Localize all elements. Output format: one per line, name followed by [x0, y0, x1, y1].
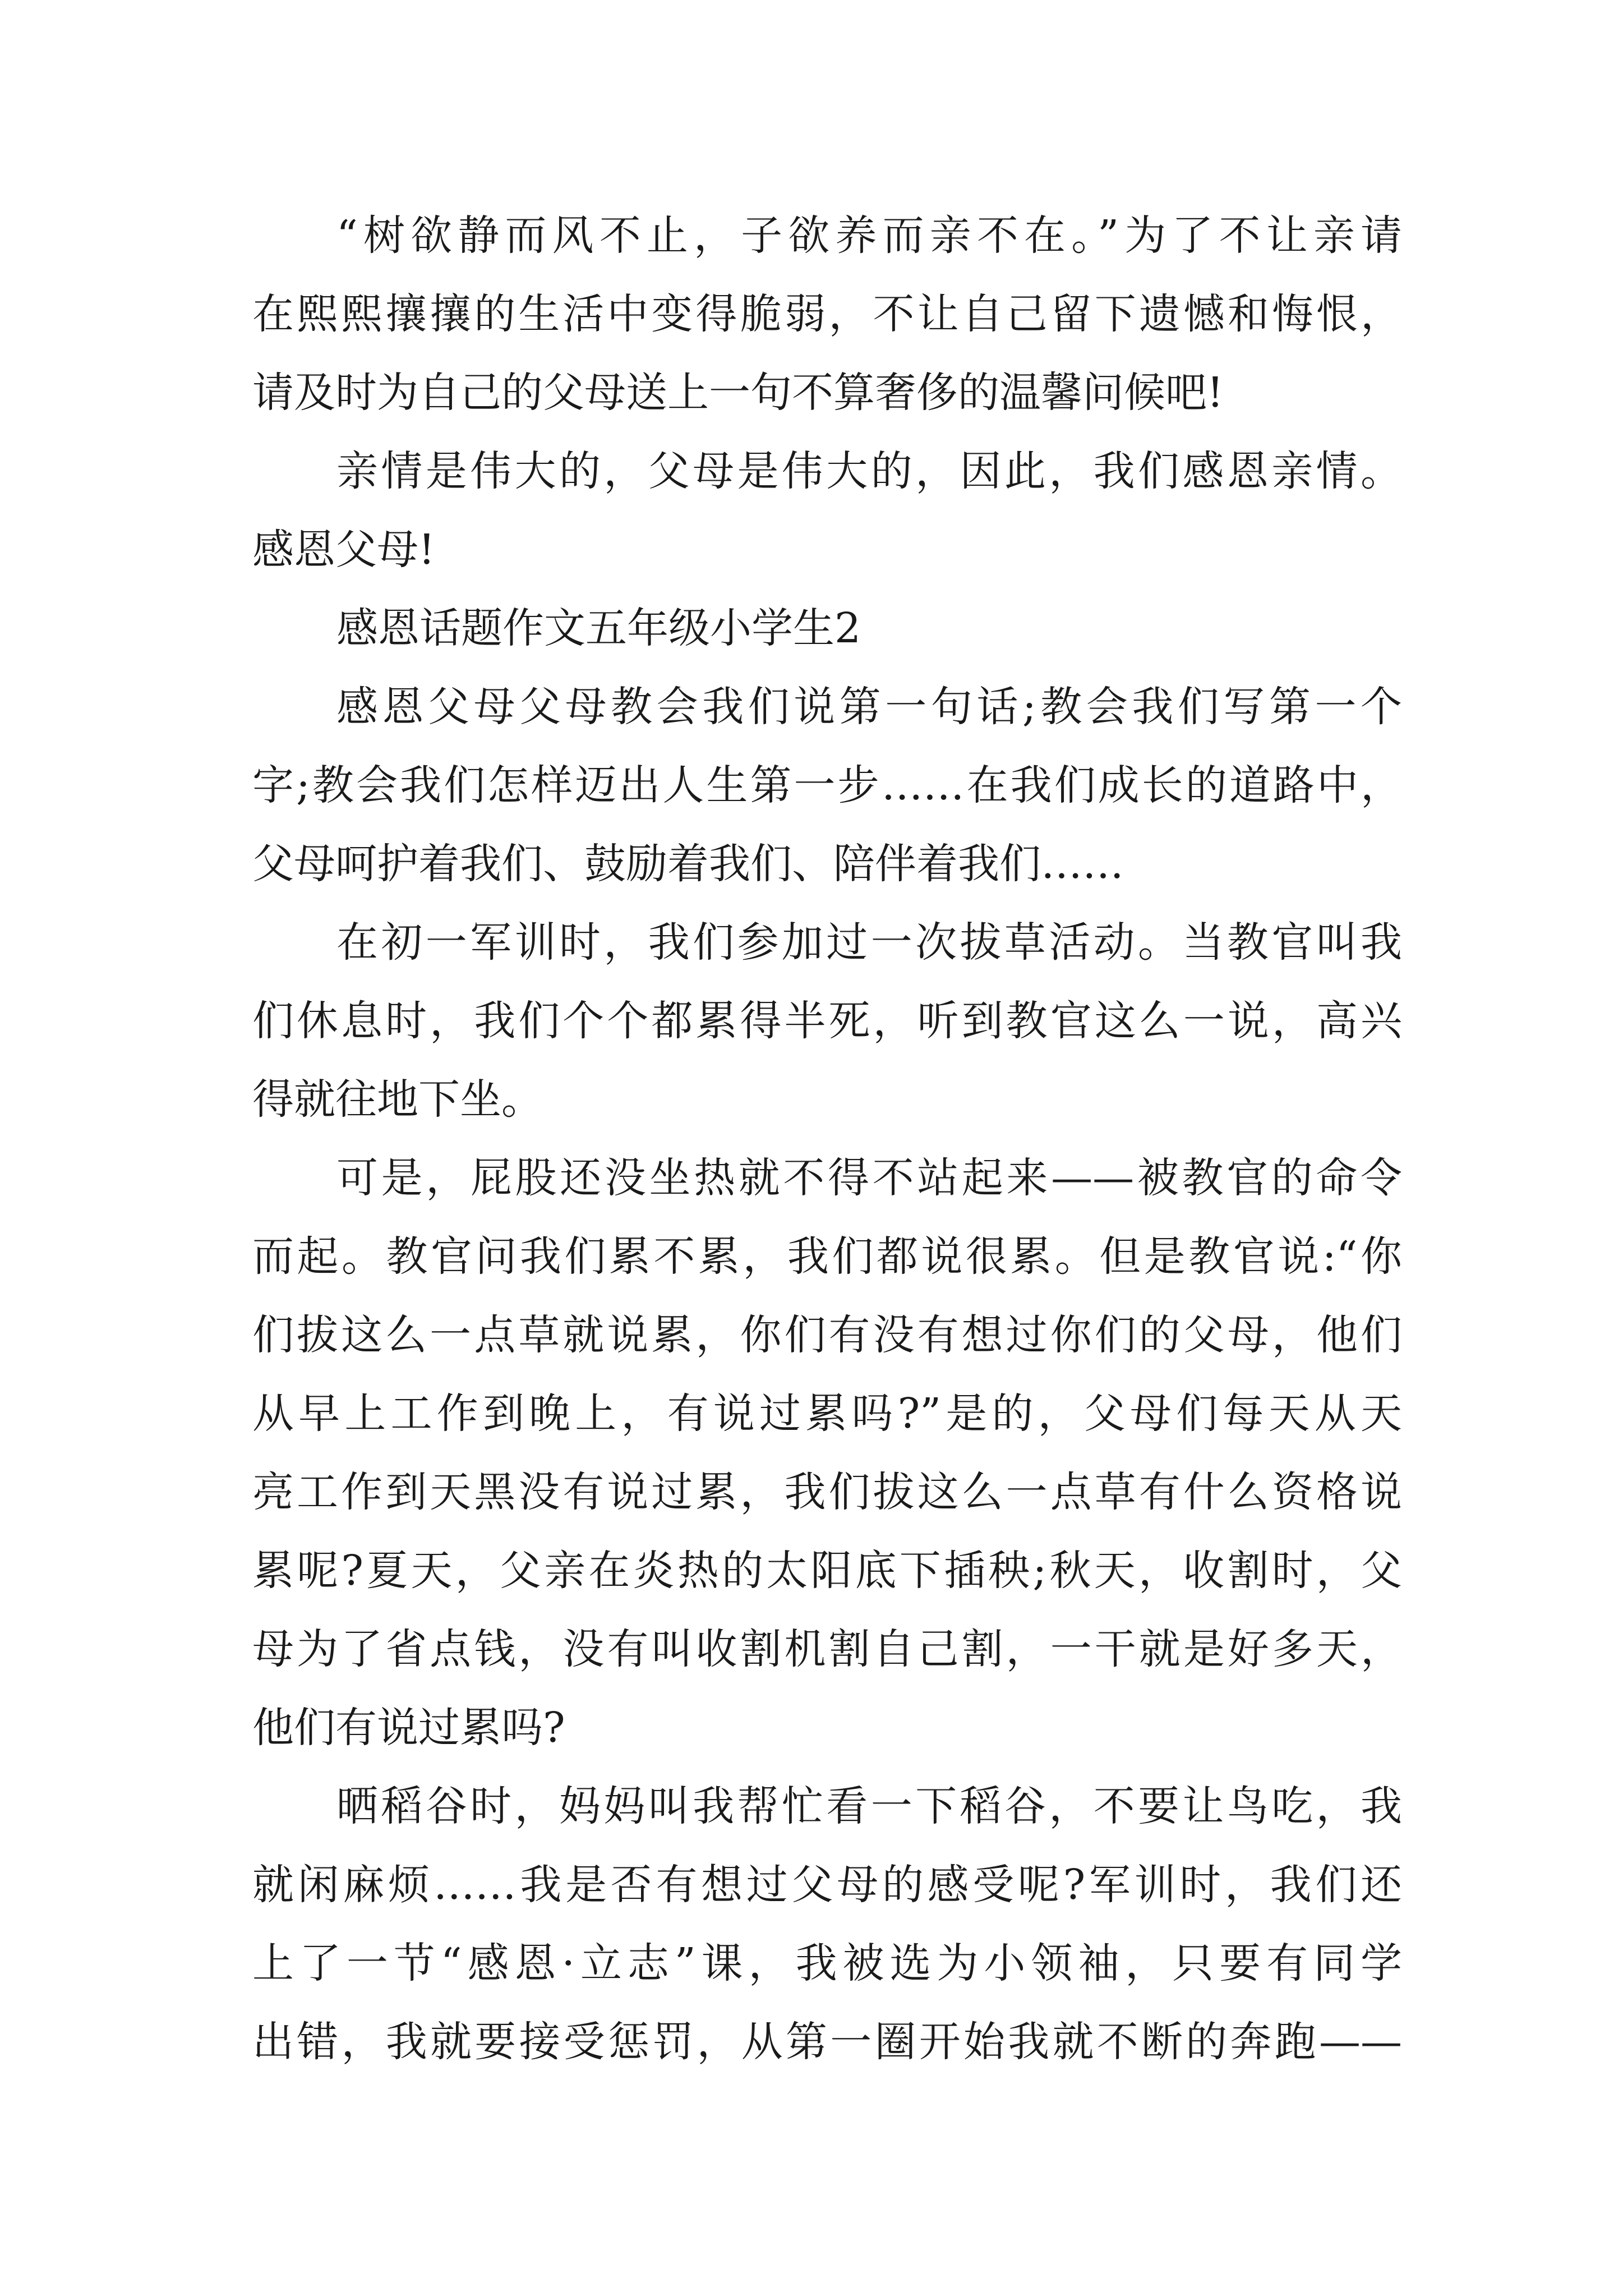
- paragraph-line: 可是，屁股还没坐热就不得不站起来——被教官的命令: [336, 1154, 1402, 1202]
- paragraph-line: 得就往地下坐。: [252, 1075, 543, 1124]
- paragraph-line: 亲情是伟大的，父母是伟大的，因此，我们感恩亲情。: [336, 447, 1402, 495]
- paragraph-line: 字;教会我们怎样迈出人生第一步……在我们成长的道路中，: [252, 761, 1402, 809]
- paragraph-line: 晒稻谷时，妈妈叫我帮忙看一下稻谷，不要让鸟吃，我: [336, 1782, 1402, 1830]
- paragraph-line: 而起。教官问我们累不累，我们都说很累。但是教官说:“你: [252, 1232, 1402, 1281]
- paragraph-line: 感恩父母!: [252, 526, 435, 574]
- paragraph-line: 累呢?夏天，父亲在炎热的太阳底下插秧;秋天，收割时，父: [252, 1547, 1402, 1595]
- paragraph-line: 父母呵护着我们、鼓励着我们、陪伴着我们……: [252, 840, 1124, 888]
- paragraph-line: 在初一军训时，我们参加过一次拔草活动。当教官叫我: [336, 918, 1402, 967]
- section-heading: 感恩话题作文五年级小学生2: [336, 604, 861, 652]
- paragraph-line: 从早上工作到晚上，有说过累吗?”是的，父母们每天从天: [252, 1389, 1402, 1438]
- paragraph-line: 母为了省点钱，没有叫收割机割自己割，一干就是好多天，: [252, 1625, 1402, 1673]
- paragraph-line: 他们有说过累吗?: [252, 1704, 565, 1752]
- paragraph-line: 请及时为自己的父母送上一句不算奢侈的温馨问候吧!: [252, 369, 1224, 417]
- paragraph-line: 感恩父母父母教会我们说第一句话;教会我们写第一个: [336, 683, 1402, 731]
- paragraph-line: 们拔这么一点草就说累，你们有没有想过你们的父母，他们: [252, 1311, 1402, 1359]
- paragraph-line: 亮工作到天黑没有说过累，我们拔这么一点草有什么资格说: [252, 1468, 1402, 1516]
- paragraph-line: 出错，我就要接受惩罚，从第一圈开始我就不断的奔跑——: [252, 2018, 1402, 2066]
- paragraph-line: “树欲静而风不止，子欲养而亲不在。”为了不让亲请: [336, 211, 1402, 260]
- paragraph-line: 们休息时，我们个个都累得半死，听到教官这么一说，高兴: [252, 997, 1402, 1045]
- paragraph-line: 上了一节“感恩·立志”课，我被选为小领袖，只要有同学: [252, 1939, 1402, 1987]
- paragraph-line: 就闲麻烦……我是否有想过父母的感受呢?军训时，我们还: [252, 1861, 1402, 1909]
- paragraph-line: 在熙熙攘攘的生活中变得脆弱，不让自己留下遗憾和悔恨，: [252, 290, 1402, 338]
